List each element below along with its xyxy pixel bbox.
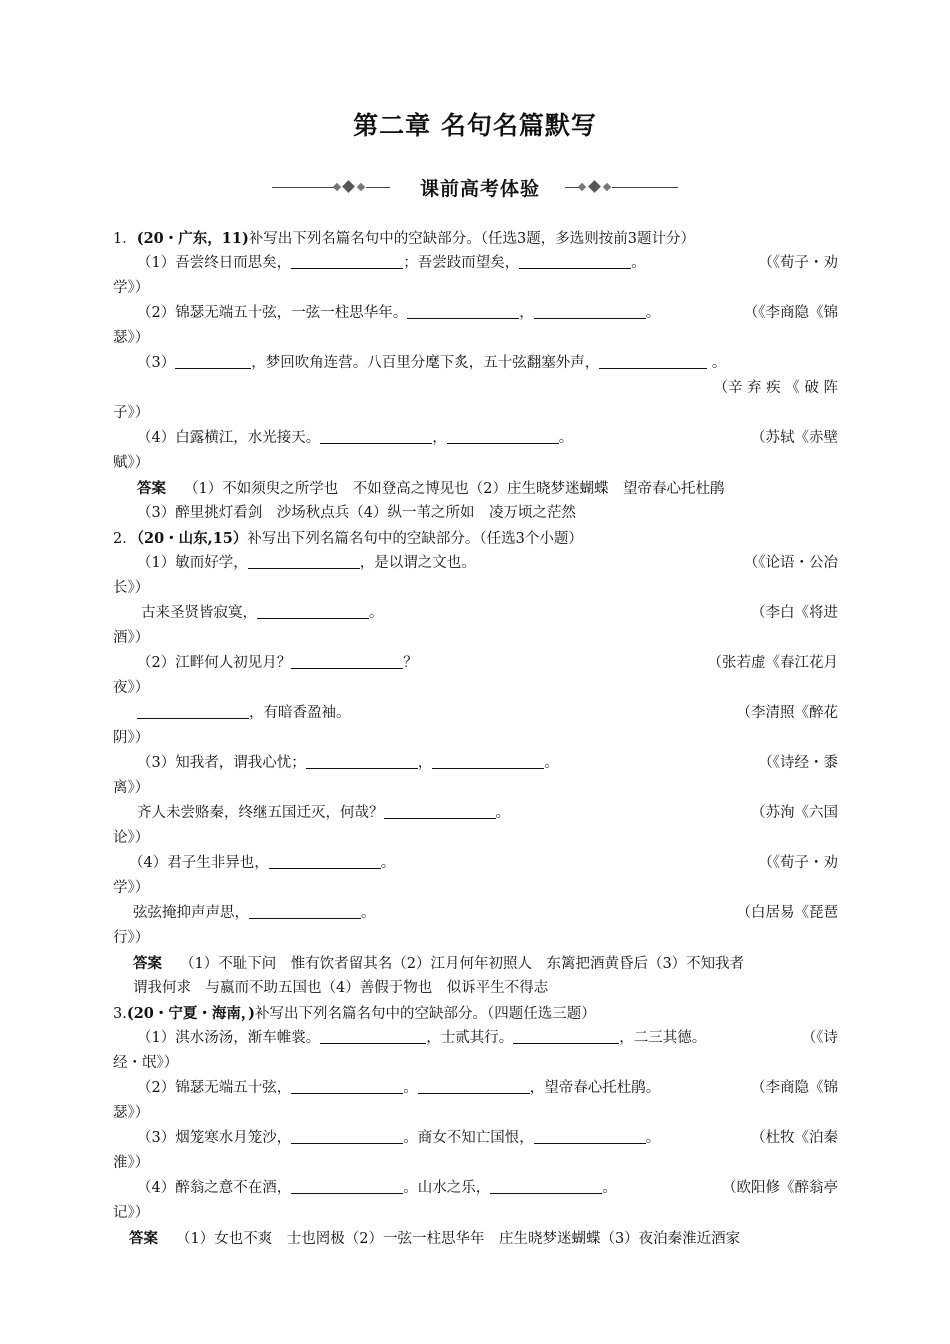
sentence-text: （3） <box>137 355 176 371</box>
sentence-text: 。山水之乐， <box>403 1180 491 1196</box>
source-citation: （欧阳修《醉翁亭 <box>722 1180 838 1196</box>
source-citation: （《诗 <box>801 1030 838 1046</box>
sentence-text: ，二三其德。 <box>619 1030 707 1046</box>
source-citation-cont: 经・氓》） <box>113 1055 179 1071</box>
answer-label: 答案 <box>133 955 162 972</box>
question-number: 3. <box>113 1006 127 1022</box>
sentence-text: ，有暗香盈袖。 <box>249 705 351 721</box>
source-citation: （苏洵《六国 <box>751 805 838 821</box>
sentence-text: （2）锦瑟无端五十弦， <box>137 1080 292 1096</box>
section-banner <box>0 168 950 204</box>
sentence-text: （4）醉翁之意不在酒， <box>137 1180 292 1196</box>
sub-question <box>113 701 838 726</box>
source-citation: （杜牧《泊秦 <box>751 1130 838 1146</box>
sub-question <box>113 901 838 926</box>
sentence-text: 。 <box>631 255 646 271</box>
answer-blank[interactable] <box>432 752 544 769</box>
source-citation: （李商隐《锦 <box>751 1080 838 1096</box>
answer-line: （3）醉里挑灯看剑 沙场秋点兵（4）纵一苇之所如 凌万顷之茫然 <box>137 505 576 521</box>
question-header <box>113 526 838 551</box>
banner-left-ornament-icon <box>357 183 365 191</box>
sentence-text: （3）烟笼寒水月笼沙， <box>137 1130 292 1146</box>
sentence-text: ；吾尝跂而望矣， <box>403 255 520 271</box>
question-number: 1． <box>113 231 137 247</box>
question-list <box>113 226 838 1251</box>
source-citation-cont: 赋》） <box>113 455 150 471</box>
sentence-text: 。 <box>403 1080 418 1096</box>
question-header <box>113 226 838 251</box>
banner-right-line <box>612 187 678 188</box>
source-citation-cont: 学》） <box>113 280 150 296</box>
source-citation: （李白《将进 <box>751 605 838 621</box>
answer-label: 答案 <box>137 480 166 497</box>
sub-question <box>113 851 838 876</box>
source-citation: （《诗经・黍 <box>758 755 838 771</box>
sub-question <box>113 351 838 376</box>
sentence-text: （1）淇水汤汤，渐车帷裳。 <box>137 1030 321 1046</box>
sub-question <box>113 751 838 776</box>
answer-label: 答案 <box>129 1230 158 1247</box>
source-citation-cont: 论》） <box>113 830 150 846</box>
sentence-text: ， <box>417 755 433 771</box>
question-number: 2． <box>113 531 137 547</box>
source-citation-cont: 记》） <box>113 1205 150 1221</box>
answer-blank[interactable] <box>320 427 432 444</box>
answer-blank[interactable] <box>291 1127 403 1144</box>
banner-right-ornament-icon <box>603 183 611 191</box>
answer-text: （1）不如须臾之所学也 不如登高之博见也（2）庄生晓梦迷蝴蝶 望帝春心托杜鹃 <box>184 481 725 497</box>
sub-question <box>113 651 838 676</box>
question-instruction: 补写出下列名篇名句中的空缺部分。（四题任选三题） <box>255 1006 596 1022</box>
answer-blank[interactable] <box>306 752 418 769</box>
exam-tag: (20・宁夏・海南，) <box>126 1005 255 1022</box>
exam-tag: （20・山东,15） <box>136 530 248 547</box>
sentence-text: 。 <box>602 1180 617 1196</box>
source-citation: （《荀子・劝 <box>758 855 838 871</box>
sentence-text: ，是以谓之文也。 <box>359 555 476 571</box>
chapter-title: 第二章 名句名篇默写 <box>353 111 597 140</box>
source-citation-cont: 学》） <box>113 880 150 896</box>
sentence-text: （1）吾尝终日而思矣， <box>137 255 292 271</box>
sentence-text: ，士贰其行。 <box>426 1030 514 1046</box>
answer-blank[interactable] <box>249 902 361 919</box>
sub-question <box>113 1126 838 1151</box>
source-citation-cont: 酒》） <box>113 630 150 646</box>
source-citation: （辛 弃 疾 《 破 阵 <box>713 380 838 396</box>
sentence-text: （3）知我者，谓我心忧； <box>137 755 306 771</box>
sentence-text: 。商女不知亡国恨， <box>403 1130 534 1146</box>
answer-text: （1）不耻下问 惟有饮者留其名（2）江月何年初照人 东篱把酒黄昏后（3）不知我者 <box>180 956 745 972</box>
source-citation-cont: 瑟》） <box>113 330 150 346</box>
sentence-text: ， <box>519 305 534 321</box>
sentence-text: 。 <box>544 755 559 771</box>
sentence-text: 古来圣贤皆寂寞， <box>141 605 257 621</box>
banner-left-diamond-icon <box>342 180 355 193</box>
answer-blank[interactable] <box>257 602 369 619</box>
sentence-text: 。 <box>645 305 661 321</box>
answer-blank[interactable] <box>447 427 559 444</box>
source-citation-cont: 行》） <box>113 930 150 946</box>
banner-left-ornament-icon <box>333 183 341 191</box>
sentence-text: （4）君子生非异也， <box>129 855 269 871</box>
sentence-text: 。 <box>558 430 574 446</box>
answer-blank[interactable] <box>418 1077 530 1094</box>
answer-line <box>113 1226 838 1251</box>
sentence-text: ，梦回吹角连营。八百里分麾下炙，五十弦翻塞外声， <box>251 355 600 371</box>
section-title: 课前高考体验 <box>419 178 540 200</box>
sentence-text: 。 <box>369 605 384 621</box>
exam-tag: (20・广东，11) <box>136 230 249 247</box>
sentence-text: （2）江畔何人初见月？ <box>137 655 292 671</box>
banner-right-line <box>565 187 579 188</box>
question-header <box>113 1001 838 1026</box>
answer-blank[interactable] <box>175 352 251 369</box>
answer-blank[interactable] <box>384 802 496 819</box>
source-citation: （张若虚《春江花月 <box>707 655 838 671</box>
sentence-text: 。 <box>645 1130 661 1146</box>
sub-question <box>113 301 838 326</box>
source-citation-cont: 淮》） <box>113 1155 150 1171</box>
sub-question <box>113 426 838 451</box>
source-citation-cont: 瑟》） <box>113 1105 150 1121</box>
banner-left-line <box>366 187 390 188</box>
source-citation-cont: 子》） <box>113 405 150 421</box>
source-citation: （苏轼《赤壁 <box>751 430 838 446</box>
answer-blank[interactable] <box>534 1127 646 1144</box>
sentence-text: 弦弦掩抑声声思， <box>133 905 249 921</box>
source-citation: （李清照《醉花 <box>736 705 838 721</box>
sentence-text: （2）锦瑟无端五十弦，一弦一柱思华年。 <box>137 305 408 321</box>
answer-line <box>113 951 838 976</box>
answer-blank[interactable] <box>291 252 403 269</box>
answer-blank[interactable] <box>407 302 519 319</box>
answer-blank[interactable] <box>599 352 707 369</box>
answer-blank[interactable] <box>513 1027 619 1044</box>
answer-blank[interactable] <box>490 1177 602 1194</box>
sentence-text: 。 <box>707 355 727 371</box>
source-citation-cont: 长》） <box>113 580 150 596</box>
sentence-text: 。 <box>380 855 396 871</box>
question-instruction: 补写出下列名篇名句中的空缺部分。（任选3个小题） <box>247 531 583 547</box>
answer-blank[interactable] <box>291 652 403 669</box>
sentence-text: 齐人未尝赂秦，终继五国迁灭，何哉？ <box>137 805 384 821</box>
sentence-text: （4）白露横江，水光接天。 <box>137 430 321 446</box>
source-citation: （《李商隐《锦 <box>743 305 838 321</box>
source-citation: （白居易《琵琶 <box>736 905 838 921</box>
answer-blank[interactable] <box>291 1077 403 1094</box>
banner-left-line <box>272 187 334 188</box>
answer-text: （1）女也不爽 士也罔极（2）一弦一柱思华年 庄生晓梦迷蝴蝶（3）夜泊秦淮近酒家 <box>176 1231 741 1247</box>
answer-blank[interactable] <box>137 702 249 719</box>
source-line <box>113 376 838 401</box>
answer-blank[interactable] <box>320 1027 426 1044</box>
answer-blank[interactable] <box>534 302 646 319</box>
source-citation-cont: 离》） <box>113 780 150 796</box>
answer-blank[interactable] <box>269 852 381 869</box>
source-citation: （《论语・公冶 <box>743 555 838 571</box>
answer-line <box>113 476 838 501</box>
sentence-text: 。 <box>495 805 510 821</box>
answer-blank[interactable] <box>519 252 631 269</box>
source-citation-cont: 阴》） <box>113 730 150 746</box>
question-instruction: 补写出下列名篇名句中的空缺部分。（任选3题，多选则按前3题计分） <box>248 231 696 247</box>
sub-question <box>113 1176 838 1201</box>
source-citation: （《荀子・劝 <box>758 255 838 271</box>
sub-question <box>113 551 838 576</box>
sentence-text: 。 <box>361 905 376 921</box>
answer-blank[interactable] <box>291 1177 403 1194</box>
sentence-text: ，望帝春心托杜鹃。 <box>529 1080 661 1096</box>
source-citation-cont: 夜》） <box>113 680 150 696</box>
sub-question <box>113 601 838 626</box>
banner-right-diamond-icon <box>588 180 601 193</box>
answer-blank[interactable] <box>248 552 360 569</box>
sentence-text: （1）敏而好学， <box>137 555 248 571</box>
sub-question <box>113 1026 838 1051</box>
banner-right-ornament-icon <box>578 183 586 191</box>
answer-line: 谓我何求 与嬴而不助五国也（4）善假于物也 似诉平生不得志 <box>133 980 549 996</box>
sub-question <box>113 251 838 276</box>
sub-question <box>113 1076 838 1101</box>
sentence-text: ， <box>432 430 447 446</box>
sub-question <box>113 801 838 826</box>
sentence-text: ？ <box>403 655 418 671</box>
